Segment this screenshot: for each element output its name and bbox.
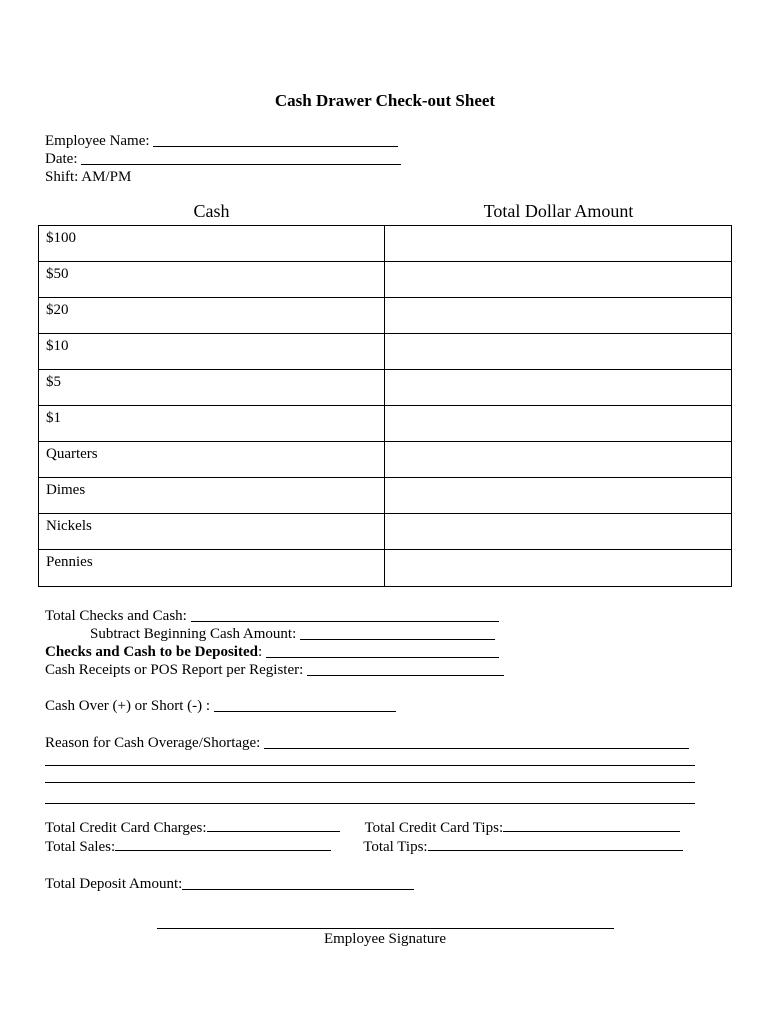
cash-column-header: Cash <box>193 201 230 221</box>
cash-receipts-row <box>45 661 725 679</box>
total-tips-label: Total Tips: <box>363 839 428 855</box>
cash-over-short-field[interactable] <box>214 698 396 712</box>
amount-cell[interactable] <box>385 478 731 513</box>
denomination-label: Pennies <box>39 550 385 586</box>
credit-charges-field[interactable] <box>207 818 340 832</box>
table-row <box>39 406 731 442</box>
total-deposit-field[interactable] <box>182 876 414 890</box>
total-checks-cash-row <box>45 607 725 625</box>
credit-tips-label: Total Credit Card Tips: <box>364 820 504 836</box>
date-label: Date: <box>45 151 78 167</box>
reason-line-3[interactable] <box>45 783 695 804</box>
amount-cell[interactable] <box>385 442 731 477</box>
spacer <box>45 679 725 697</box>
sales-tips-row <box>45 837 725 856</box>
header-fields <box>45 132 725 186</box>
page-title: Cash Drawer Check-out Sheet <box>274 91 496 110</box>
total-checks-cash-field[interactable] <box>191 608 499 622</box>
table-row <box>39 334 731 370</box>
credit-card-row <box>45 818 725 837</box>
total-deposit-label: Total Deposit Amount: <box>45 876 183 892</box>
deposit-label: Checks and Cash to be Deposited <box>45 644 258 660</box>
denomination-label: $5 <box>39 370 385 405</box>
reason-line-1[interactable] <box>45 752 695 766</box>
total-sales-field[interactable] <box>115 837 331 851</box>
amount-cell[interactable] <box>385 334 731 369</box>
table-row <box>39 262 731 298</box>
date-row <box>45 150 725 168</box>
total-sales-label: Total Sales: <box>45 839 116 855</box>
subtract-beginning-label: Subtract Beginning Cash Amount: <box>90 626 297 642</box>
amount-cell[interactable] <box>385 298 731 333</box>
denomination-label: $50 <box>39 262 385 297</box>
denomination-label: $10 <box>39 334 385 369</box>
reason-line-2[interactable] <box>45 766 695 783</box>
amount-cell[interactable] <box>385 226 731 261</box>
date-field[interactable] <box>81 151 401 165</box>
table-row <box>39 298 731 334</box>
amount-cell[interactable] <box>385 262 731 297</box>
cash-receipts-label: Cash Receipts or POS Report per Register: <box>45 662 304 678</box>
table-row <box>39 478 731 514</box>
shift-label: Shift: AM/PM <box>45 169 132 185</box>
total-deposit-row <box>45 875 725 893</box>
reason-label: Reason for Cash Overage/Shortage: <box>45 735 261 751</box>
reason-row <box>45 734 725 752</box>
employee-name-label: Employee Name: <box>45 133 150 149</box>
deposit-label-colon: : <box>257 644 263 660</box>
table-headers <box>38 201 732 222</box>
subtract-beginning-row <box>45 625 725 643</box>
table-row <box>39 442 731 478</box>
deposit-row <box>45 643 725 661</box>
cash-over-short-label: Cash Over (+) or Short (-) : <box>45 698 211 714</box>
reason-field[interactable] <box>264 735 689 749</box>
amount-cell[interactable] <box>385 514 731 549</box>
cash-table <box>38 225 732 587</box>
amount-column-header: Total Dollar Amount <box>483 201 634 221</box>
spacer <box>45 715 725 734</box>
total-tips-field[interactable] <box>428 837 683 851</box>
signature-label: Employee Signature <box>323 931 447 947</box>
employee-name-field[interactable] <box>153 133 398 147</box>
employee-name-row <box>45 132 725 150</box>
amount-cell[interactable] <box>385 406 731 441</box>
shift-row <box>45 168 725 186</box>
table-row <box>39 550 731 586</box>
amount-cell[interactable] <box>385 550 731 586</box>
table-row <box>39 514 731 550</box>
table-row <box>39 226 731 262</box>
denomination-label: $100 <box>39 226 385 261</box>
total-checks-cash-label: Total Checks and Cash: <box>45 608 187 624</box>
denomination-label: Nickels <box>39 514 385 549</box>
subtract-beginning-field[interactable] <box>300 626 495 640</box>
cash-receipts-field[interactable] <box>307 662 504 676</box>
amount-cell[interactable] <box>385 370 731 405</box>
signature-line[interactable] <box>157 923 614 929</box>
credit-charges-label: Total Credit Card Charges: <box>45 820 207 836</box>
credit-tips-field[interactable] <box>503 818 680 832</box>
denomination-label: $1 <box>39 406 385 441</box>
denomination-label: Dimes <box>39 478 385 513</box>
deposit-field[interactable] <box>266 644 499 658</box>
denomination-label: Quarters <box>39 442 385 477</box>
table-row <box>39 370 731 406</box>
summary-section <box>45 607 725 752</box>
cash-over-short-row <box>45 697 725 715</box>
denomination-label: $20 <box>39 298 385 333</box>
